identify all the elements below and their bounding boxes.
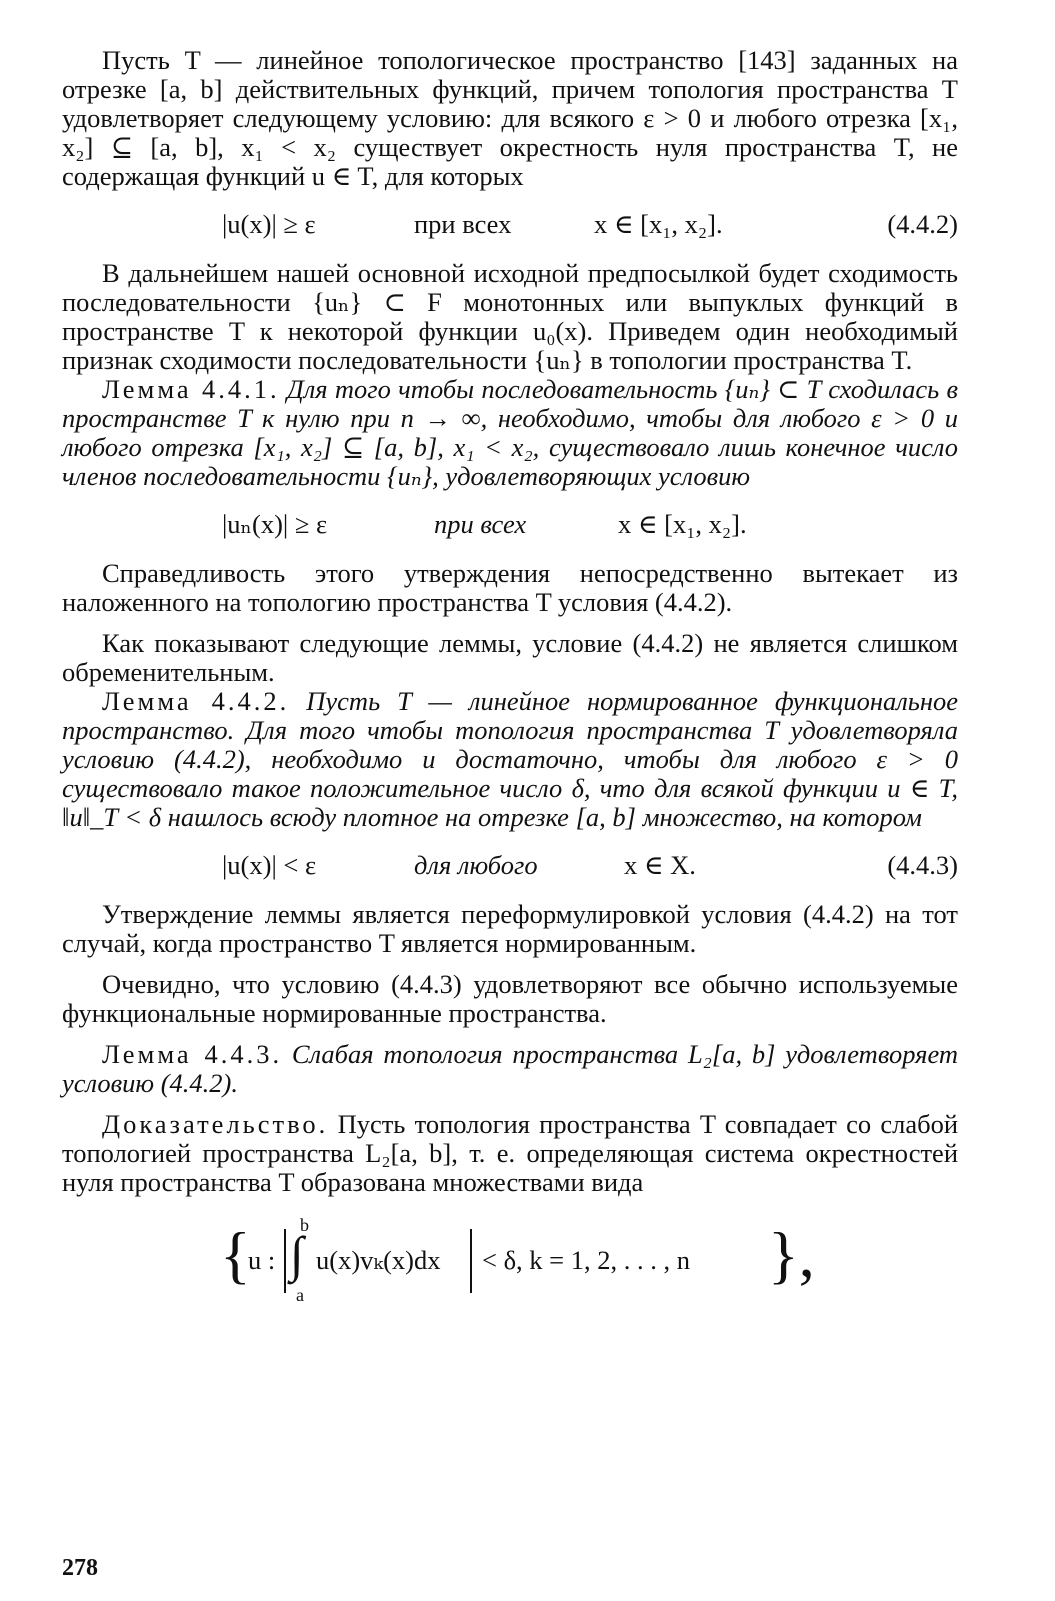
equation-neighborhood: [62, 1215, 958, 1305]
paragraph-justification: Справедливость этого утверждения непосредственно вытекает из наложенного на топологию пространства T условия (4.4.2).: [62, 558, 958, 617]
eq3-mid: для любого: [414, 850, 538, 880]
lemma3-text: Слабая топология пространства L₂[a, b] удовлетворяет условию (4.4.2).: [62, 1039, 958, 1098]
lemma1-text: Для того чтобы последовательность {uₙ} ⊂ T сходилась в пространстве T к нулю при n → ∞, необходимо, чтобы для любого ε > 0 и любого отрезка [x₁, x₂] ⊆ [a, b], x₁ < x₂, существовало лишь конечное число членов последовательности {uₙ}, удовлетворяющих условию: [62, 374, 959, 491]
eq4-close-brace: },: [768, 1219, 815, 1290]
eq4-right-bar: [470, 1229, 472, 1293]
eq2-lhs: |uₙ(x)| ≥ ε: [222, 509, 328, 539]
proof-text: Пусть топология пространства T совпадает со слабой топологией пространства L₂[a, b], т. е. определяющая система окрестностей нуля пространства T образована множествами вида: [62, 1109, 958, 1197]
eq4-integral-sign: ∫: [290, 1226, 304, 1282]
equation-4-4-3: [62, 844, 958, 888]
eq4-left-bar: [284, 1229, 286, 1293]
eq1-lhs: |u(x)| ≥ ε: [222, 209, 316, 239]
eq2-mid: при всех: [434, 509, 527, 539]
eq4-upper-limit: b: [300, 1215, 309, 1235]
eq1-mid: при всех: [414, 209, 512, 239]
eq3-number: (4.4.3): [887, 850, 958, 880]
lemma-4-4-2: [62, 687, 958, 832]
eq4-open-brace: {: [220, 1219, 251, 1290]
eq4-u: u :: [248, 1245, 276, 1275]
proof: [62, 1110, 958, 1197]
paragraph-convergence: В дальнейшем нашей основной исходной предпосылкой будет сходимость последовательности {uₙ} ⊂ F монотонных или выпуклых функций в пространстве T к некоторой функции u₀(x). Приведем один необходимый признак сходимости последовательности {uₙ} в топологии пространства T.: [62, 258, 958, 375]
proof-heading: Доказательство.: [102, 1109, 329, 1139]
eq4-rest: < δ, k = 1, 2, . . . , n: [482, 1245, 691, 1275]
page-body: [62, 46, 958, 1305]
lemma-4-4-3: [62, 1040, 958, 1098]
paragraph-obvious: Очевидно, что условию (4.4.3) удовлетворяют все обычно используемые функциональные нормированные пространства.: [62, 969, 958, 1028]
paragraph-reformulation: Утверждение леммы является переформулировкой условия (4.4.2) на тот случай, когда пространство T является нормированным.: [62, 899, 958, 958]
lemma3-heading: Лемма 4.4.3.: [102, 1039, 283, 1069]
page-number: 278: [62, 1555, 98, 1581]
lemma1-heading: Лемма 4.4.1.: [102, 374, 280, 404]
eq2-rhs: x ∈ [x₁, x₂].: [618, 509, 747, 539]
eq1-number: (4.4.2): [887, 209, 958, 239]
eq3-lhs: |u(x)| < ε: [222, 850, 317, 880]
paragraph-intro: Пусть T — линейное топологическое пространство [143] заданных на отрезке [a, b] действительных функций, причем топология пространства T удовлетворяет следующему условию: для всякого ε > 0 и любого отрезка [x₁, x₂] ⊆ [a, b], x₁ < x₂ существует окрестность нуля пространства T, не содержащая функций u ∈ T, для которых: [62, 45, 958, 191]
eq4-lower-limit: a: [296, 1285, 304, 1305]
lemma2-text: Пусть T — линейное нормированное функциональное пространство. Для того чтобы топология пространства T удовлетворяла условию (4.4.2), необходимо и достаточно, чтобы для любого ε > 0 существовало такое положительное число δ, что для всякой функции u ∈ T, ‖u‖_T < δ нашлось всюду плотное на отрезке [a, b] множество, на котором: [62, 686, 958, 832]
lemma2-heading: Лемма 4.4.2.: [102, 686, 290, 716]
equation-lemma1: [62, 503, 958, 547]
paragraph-remark: Как показывают следующие леммы, условие (4.4.2) не является слишком обременительным.: [62, 628, 958, 687]
lemma-4-4-1: [62, 375, 958, 491]
eq3-rhs: x ∈ X.: [624, 850, 696, 880]
equation-4-4-2: [62, 203, 958, 247]
eq4-integrand: u(x)vₖ(x)dx: [316, 1245, 441, 1275]
eq1-rhs: x ∈ [x₁, x₂].: [594, 209, 723, 239]
